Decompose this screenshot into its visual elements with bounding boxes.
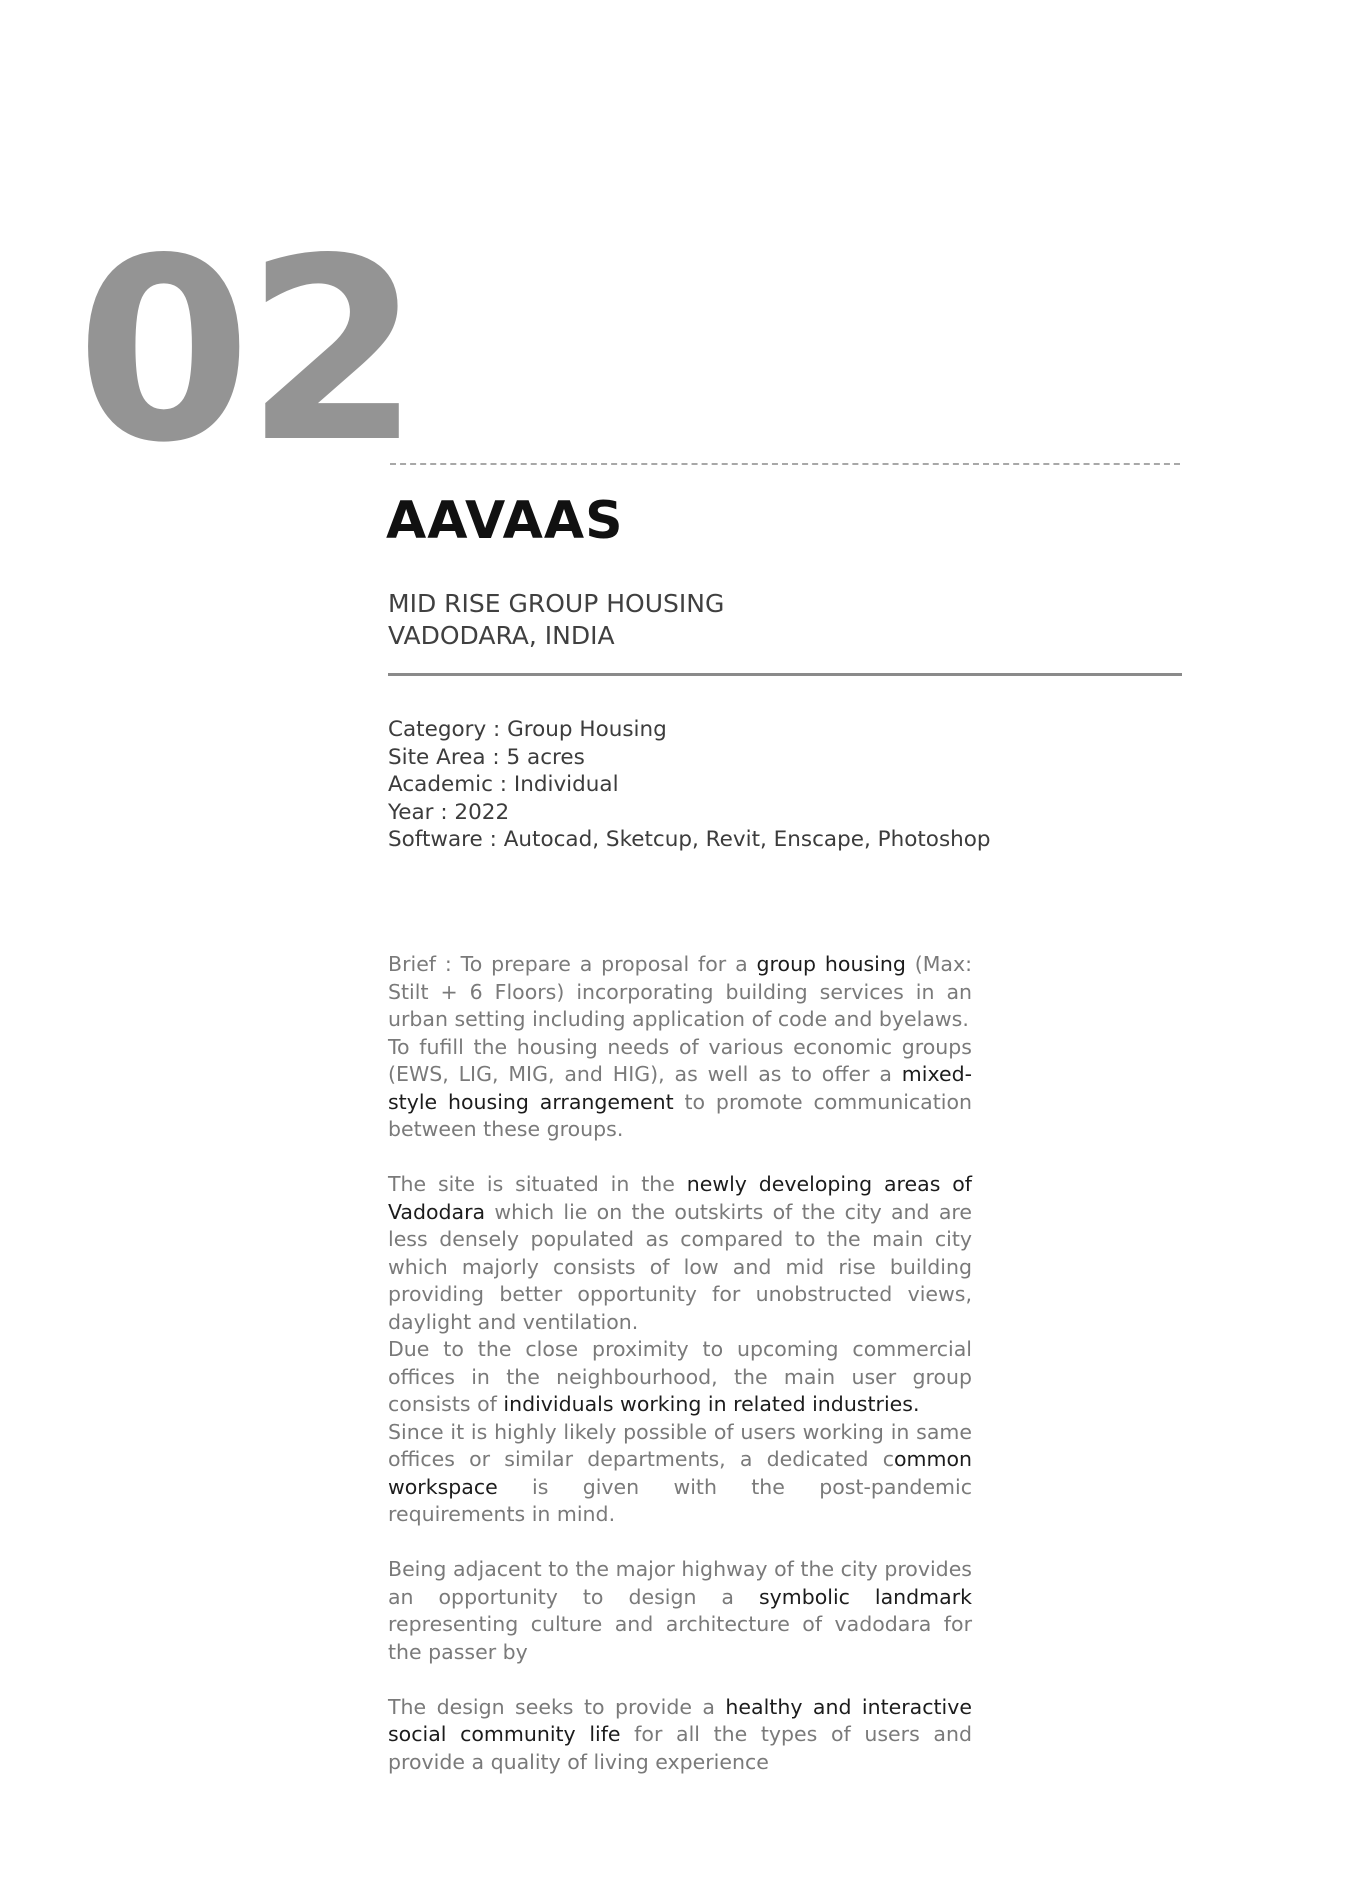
body-text: (Max: Stilt + 6 Floors) incorporating building services in an urban setting including application of code and byelaws.	[388, 952, 972, 1031]
paragraph-spacer	[388, 1144, 972, 1172]
brief-paragraph	[388, 1336, 972, 1419]
brief-paragraph	[388, 1419, 972, 1529]
highlighted-phrase: ommon workspace	[388, 1447, 972, 1499]
highlighted-phrase: individuals working in related industries.	[503, 1392, 920, 1416]
highlighted-phrase: symbolic landmark	[758, 1584, 972, 1609]
body-text: for all the types of users and provide a quality of living experience	[388, 1722, 972, 1774]
subtitle-line-location: VADODARA, INDIA	[388, 621, 615, 650]
detail-academic: Academic : Individual	[388, 772, 619, 797]
paragraph-spacer	[388, 1666, 972, 1694]
body-text: to promote communication between these groups.	[388, 1089, 973, 1141]
body-text: The design seeks to provide a	[388, 1694, 726, 1719]
body-text: Since it is highly likely possible of users working in same offices or similar departments, a dedicated c	[388, 1419, 972, 1471]
brief-paragraph	[388, 951, 972, 1034]
body-text: representing culture and architecture of vadodara for the passer by	[388, 1612, 972, 1664]
highlighted-phrase: mixed-style housing arrangement	[388, 1062, 972, 1114]
body-text: To fufill the housing needs of various economic groups (EWS, LIG, MIG, and HIG), as well as to offer a	[388, 1034, 972, 1086]
detail-category: Category : Group Housing	[388, 717, 667, 742]
brief-paragraph	[388, 1171, 972, 1336]
project-details-list	[388, 716, 991, 854]
project-title: AAVAAS	[386, 491, 624, 551]
body-text: Due to the close proximity to upcoming commercial offices in the neighbourhood, the main user group consists of	[388, 1337, 972, 1416]
dashed-divider	[390, 463, 1180, 465]
body-text: Brief : To prepare a proposal for a	[388, 952, 757, 976]
body-text: Being adjacent to the major highway of the city provides an opportunity to design a	[388, 1557, 972, 1609]
body-text: The site is situated in the	[388, 1172, 687, 1196]
highlighted-phrase: newly developing areas of Vadodara	[388, 1172, 972, 1224]
chapter-number: 02	[76, 205, 415, 498]
paragraph-spacer	[388, 1529, 972, 1557]
project-subtitle	[388, 588, 724, 652]
project-brief	[388, 951, 972, 1776]
subtitle-line-type: MID RISE GROUP HOUSING	[388, 589, 725, 618]
solid-divider	[388, 673, 1182, 676]
detail-software: Software : Autocad, Sketcup, Revit, Enscape, Photoshop	[388, 827, 991, 852]
brief-paragraph	[388, 1694, 972, 1777]
brief-paragraph	[388, 1556, 972, 1666]
body-text: which lie on the outskirts of the city and are less densely populated as compared to the main city which majorly consists of low and mid rise building providing better opportunity for unobstructed views, daylight and ventilation.	[388, 1199, 972, 1334]
detail-site-area: Site Area : 5 acres	[388, 744, 585, 770]
detail-year: Year : 2022	[388, 799, 510, 825]
brief-paragraph	[388, 1034, 972, 1144]
body-text: is given with the post-pandemic requirements in mind.	[388, 1474, 972, 1526]
highlighted-phrase: healthy and interactive social community life	[388, 1694, 972, 1746]
highlighted-phrase: group housing	[756, 952, 906, 976]
